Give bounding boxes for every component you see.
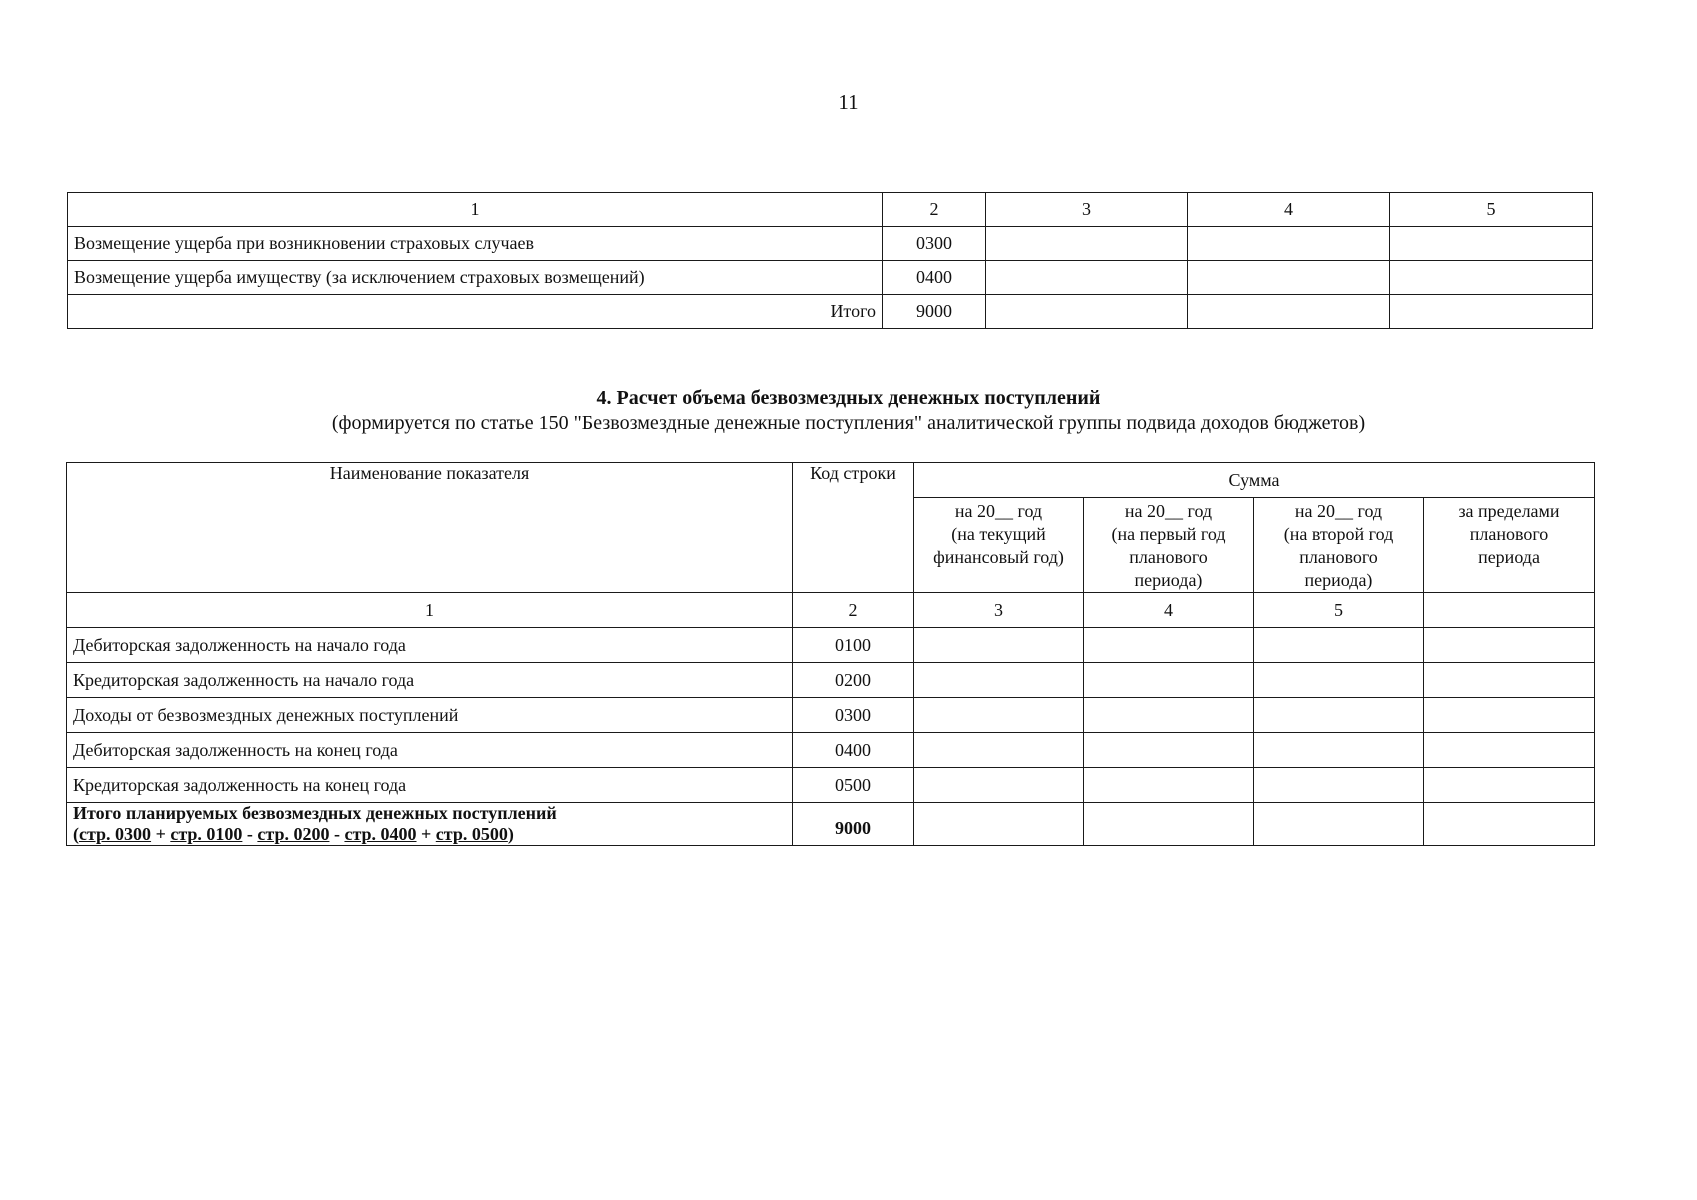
value-cell[interactable]: [1084, 733, 1254, 768]
col-number-3: 3: [914, 593, 1084, 628]
value-cell[interactable]: [1084, 663, 1254, 698]
total-code: 9000: [793, 803, 914, 846]
value-cell[interactable]: [986, 261, 1188, 295]
header-line: на 20__ год: [1124, 501, 1213, 521]
header-line: периода: [1478, 547, 1540, 567]
header-beyond-plan: [1424, 498, 1595, 593]
row-name: Дебиторская задолженность на конец года: [67, 733, 793, 768]
gratuitous-receipts-table: [66, 462, 1595, 846]
header-line: периода): [1304, 570, 1373, 590]
formula-op: +: [416, 824, 436, 844]
row-name: Кредиторская задолженность на конец года: [67, 768, 793, 803]
header-line: за пределами: [1458, 501, 1560, 521]
value-cell[interactable]: [1254, 803, 1424, 846]
formula-ref: стр. 0500: [435, 824, 508, 844]
row-name: Возмещение ущерба имуществу (за исключением страховых возмещений): [68, 261, 883, 295]
value-cell[interactable]: [1188, 227, 1390, 261]
value-cell[interactable]: [1084, 628, 1254, 663]
value-cell[interactable]: [1084, 698, 1254, 733]
table-row: [68, 227, 1593, 261]
header-line: планового: [1469, 524, 1549, 544]
value-cell[interactable]: [1424, 698, 1595, 733]
row-code: 0500: [793, 768, 914, 803]
header-second-plan-year: [1254, 498, 1424, 593]
table-row: [67, 733, 1595, 768]
col-number-5: 5: [1390, 193, 1593, 227]
value-cell[interactable]: [1424, 733, 1595, 768]
row-code: 0400: [883, 261, 986, 295]
formula-ref: стр. 0300: [79, 824, 152, 844]
table-column-numbers-row: [68, 193, 1593, 227]
header-line: периода): [1134, 570, 1203, 590]
table-column-numbers-row: [67, 593, 1595, 628]
formula-ref: стр. 0400: [344, 824, 417, 844]
col-number-5: 5: [1254, 593, 1424, 628]
header-line: (на второй год: [1283, 524, 1394, 544]
row-code: 0300: [793, 698, 914, 733]
section-subtitle: (формируется по статье 150 "Безвозмездные денежные поступления" аналитической группы подвида доходов бюджетов): [331, 412, 1366, 434]
formula-op: -: [329, 824, 345, 844]
table-header-row: [67, 463, 1595, 498]
header-line: на 20__ год: [954, 501, 1043, 521]
row-code: 0400: [793, 733, 914, 768]
header-first-plan-year: [1084, 498, 1254, 593]
row-name: Кредиторская задолженность на начало года: [67, 663, 793, 698]
value-cell[interactable]: [986, 295, 1188, 329]
value-cell[interactable]: [914, 768, 1084, 803]
total-label: Итого: [68, 295, 883, 329]
value-cell[interactable]: [1188, 295, 1390, 329]
table-row: [67, 663, 1595, 698]
page-number: 11: [838, 90, 859, 114]
table-row: [67, 768, 1595, 803]
header-line: планового: [1129, 547, 1208, 567]
col-number-3: 3: [986, 193, 1188, 227]
value-cell[interactable]: [1390, 295, 1593, 329]
header-line: планового: [1299, 547, 1378, 567]
row-code: 0200: [793, 663, 914, 698]
header-line: (на текущий: [951, 524, 1046, 544]
value-cell[interactable]: [914, 733, 1084, 768]
value-cell[interactable]: [1254, 628, 1424, 663]
value-cell[interactable]: [914, 663, 1084, 698]
total-label: [67, 803, 793, 846]
col-number-4: 4: [1188, 193, 1390, 227]
formula-ref: стр. 0100: [170, 824, 243, 844]
header-name: Наименование показателя: [67, 463, 793, 593]
header-current-year: [914, 498, 1084, 593]
col-number-1: 1: [67, 593, 793, 628]
row-name: Возмещение ущерба при возникновении страховых случаев: [68, 227, 883, 261]
table-row: [67, 698, 1595, 733]
value-cell[interactable]: [1254, 698, 1424, 733]
value-cell[interactable]: [914, 698, 1084, 733]
header-line: на 20__ год: [1294, 501, 1383, 521]
value-cell[interactable]: [914, 803, 1084, 846]
header-sum: Сумма: [914, 463, 1595, 498]
value-cell[interactable]: [986, 227, 1188, 261]
total-row: [67, 803, 1595, 846]
col-number-2: 2: [883, 193, 986, 227]
formula-ref: стр. 0200: [257, 824, 330, 844]
value-cell[interactable]: [1390, 227, 1593, 261]
value-cell[interactable]: [1424, 768, 1595, 803]
formula-op: +: [151, 824, 171, 844]
value-cell[interactable]: [1188, 261, 1390, 295]
total-code: 9000: [883, 295, 986, 329]
value-cell[interactable]: [1084, 768, 1254, 803]
table-row: [67, 628, 1595, 663]
col-number-2: 2: [793, 593, 914, 628]
value-cell[interactable]: [1084, 803, 1254, 846]
section-title: 4. Расчет объема безвозмездных денежных поступлений: [596, 387, 1101, 409]
col-number-4: 4: [1084, 593, 1254, 628]
total-line1: Итого планируемых безвозмездных денежных поступлений: [73, 803, 557, 823]
value-cell[interactable]: [1254, 663, 1424, 698]
value-cell[interactable]: [1390, 261, 1593, 295]
header-line: финансовый год): [933, 547, 1064, 567]
value-cell[interactable]: [1424, 628, 1595, 663]
row-code: 0100: [793, 628, 914, 663]
formula-paren: (: [73, 824, 79, 844]
col-number-1: 1: [68, 193, 883, 227]
value-cell[interactable]: [1424, 803, 1595, 846]
insurance-compensation-table: [67, 192, 1593, 329]
value-cell[interactable]: [1424, 663, 1595, 698]
formula-op: -: [242, 824, 258, 844]
row-code: 0300: [883, 227, 986, 261]
total-formula: [73, 824, 786, 845]
value-cell[interactable]: [1254, 768, 1424, 803]
row-name: Дебиторская задолженность на начало года: [67, 628, 793, 663]
table-row: [68, 261, 1593, 295]
value-cell[interactable]: [1254, 733, 1424, 768]
row-name: Доходы от безвозмездных денежных поступлений: [67, 698, 793, 733]
header-line: (на первый год: [1111, 524, 1226, 544]
formula-paren: ): [507, 824, 514, 844]
value-cell[interactable]: [914, 628, 1084, 663]
col-number-6: [1424, 593, 1595, 628]
total-row: [68, 295, 1593, 329]
header-code: Код строки: [793, 463, 914, 593]
